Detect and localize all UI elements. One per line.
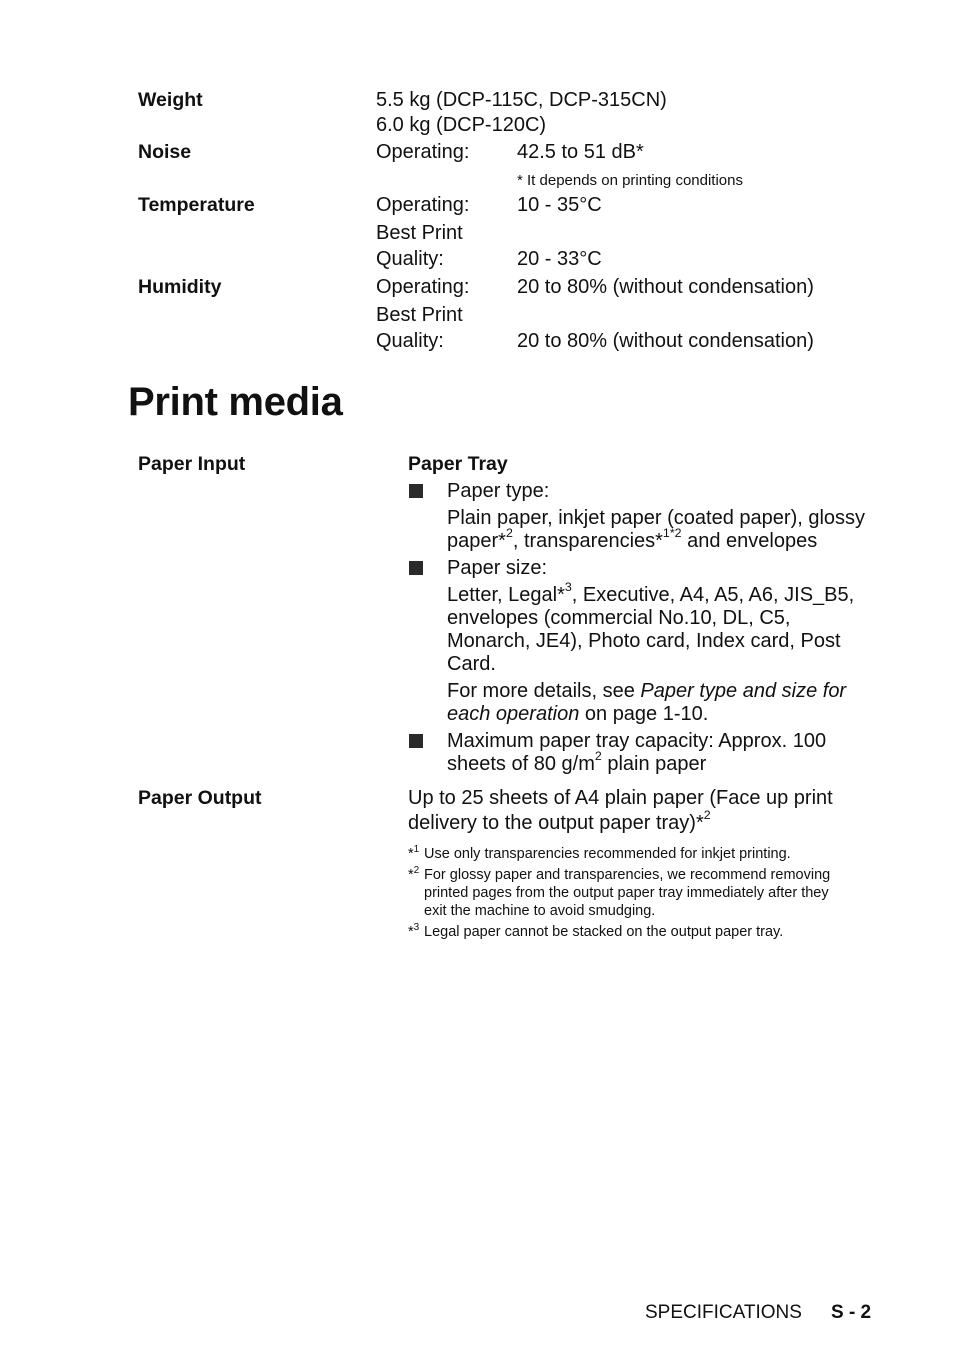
noise-value: 42.5 to 51 dB* xyxy=(517,141,644,163)
footnote-1-text: Use only transparencies recommended for inkjet printing. xyxy=(424,846,791,862)
humidity-best-label-2: Quality: xyxy=(376,330,444,352)
bullet-square-icon xyxy=(409,734,423,748)
noise-operating-label: Operating: xyxy=(376,141,470,163)
weight-value-2: 6.0 kg (DCP-120C) xyxy=(376,114,547,136)
details-reference-link[interactable]: Paper type and size for xyxy=(640,680,847,702)
noise-label: Noise xyxy=(138,141,192,163)
details-line-1: For more details, see Paper type and size for xyxy=(447,680,847,702)
footnote-2-text-2: printed pages from the output paper tray immediately after they xyxy=(424,885,829,901)
humidity-best-label-1: Best Print xyxy=(376,304,463,326)
paper-input-label: Paper Input xyxy=(138,453,246,475)
weight-label: Weight xyxy=(138,89,203,111)
paper-size-line-1: Letter, Legal*$^3$, Executive, A4, A5, A6, JIS_B5, xyxy=(447,580,855,606)
paper-size-line-2: envelopes (commercial No.10, DL, C5, xyxy=(447,607,791,629)
temperature-label: Temperature xyxy=(138,194,255,216)
paper-type-heading: Paper type: xyxy=(447,480,550,502)
footnote-2-text-1: For glossy paper and transparencies, we recommend removing xyxy=(424,867,831,883)
footnote-1: *$^1$ xyxy=(408,844,420,862)
footer-page-number: S - 2 xyxy=(831,1302,872,1323)
footnote-3-text: Legal paper cannot be stacked on the output paper tray. xyxy=(424,924,784,940)
details-line-2: each operation on page 1-10. xyxy=(447,703,709,725)
capacity-line-1: Maximum paper tray capacity: Approx. 100 xyxy=(447,730,827,752)
temperature-best-label-1: Best Print xyxy=(376,222,463,244)
paper-output-label: Paper Output xyxy=(138,787,262,809)
temperature-operating-label: Operating: xyxy=(376,194,470,216)
paper-output-line-1: Up to 25 sheets of A4 plain paper (Face up print xyxy=(408,787,833,809)
footnote-3: *$^3$ xyxy=(408,922,420,940)
bullet-square-icon xyxy=(409,484,423,498)
paper-size-line-4: Card. xyxy=(447,653,496,675)
humidity-operating-value: 20 to 80% (without condensation) xyxy=(517,276,814,298)
details-reference-link-cont[interactable]: each operation xyxy=(447,703,580,725)
temperature-best-label-2: Quality: xyxy=(376,248,444,270)
temperature-best-value: 20 - 33°C xyxy=(517,248,602,270)
paper-type-line-1: Plain paper, inkjet paper (coated paper), glossy xyxy=(447,507,866,529)
footnote-2: *$^2$ xyxy=(408,865,420,883)
weight-value-1: 5.5 kg (DCP-115C, DCP-315CN) xyxy=(376,89,667,111)
temperature-operating-value: 10 - 35°C xyxy=(517,194,602,216)
paper-tray-title: Paper Tray xyxy=(408,453,508,475)
paper-type-line-2: paper*$^2$, transparencies*$^{1*2}$ and envelopes xyxy=(447,526,818,552)
footnote-2-text-3: exit the machine to avoid smudging. xyxy=(424,903,656,919)
paper-size-heading: Paper size: xyxy=(447,557,548,579)
noise-note: * It depends on printing conditions xyxy=(517,172,743,189)
humidity-operating-label: Operating: xyxy=(376,276,470,298)
paper-size-line-3: Monarch, JE4), Photo card, Index card, Post xyxy=(447,630,841,652)
humidity-label: Humidity xyxy=(138,276,222,298)
print-media-heading: Print media xyxy=(128,380,343,424)
footer-section: SPECIFICATIONS xyxy=(645,1302,802,1323)
bullet-square-icon xyxy=(409,561,423,575)
capacity-line-2: sheets of 80 $g/m^2$ plain paper xyxy=(447,749,707,775)
humidity-best-value: 20 to 80% (without condensation) xyxy=(517,330,814,352)
paper-output-line-2: delivery to the output paper tray)*$^2$ xyxy=(408,808,711,834)
